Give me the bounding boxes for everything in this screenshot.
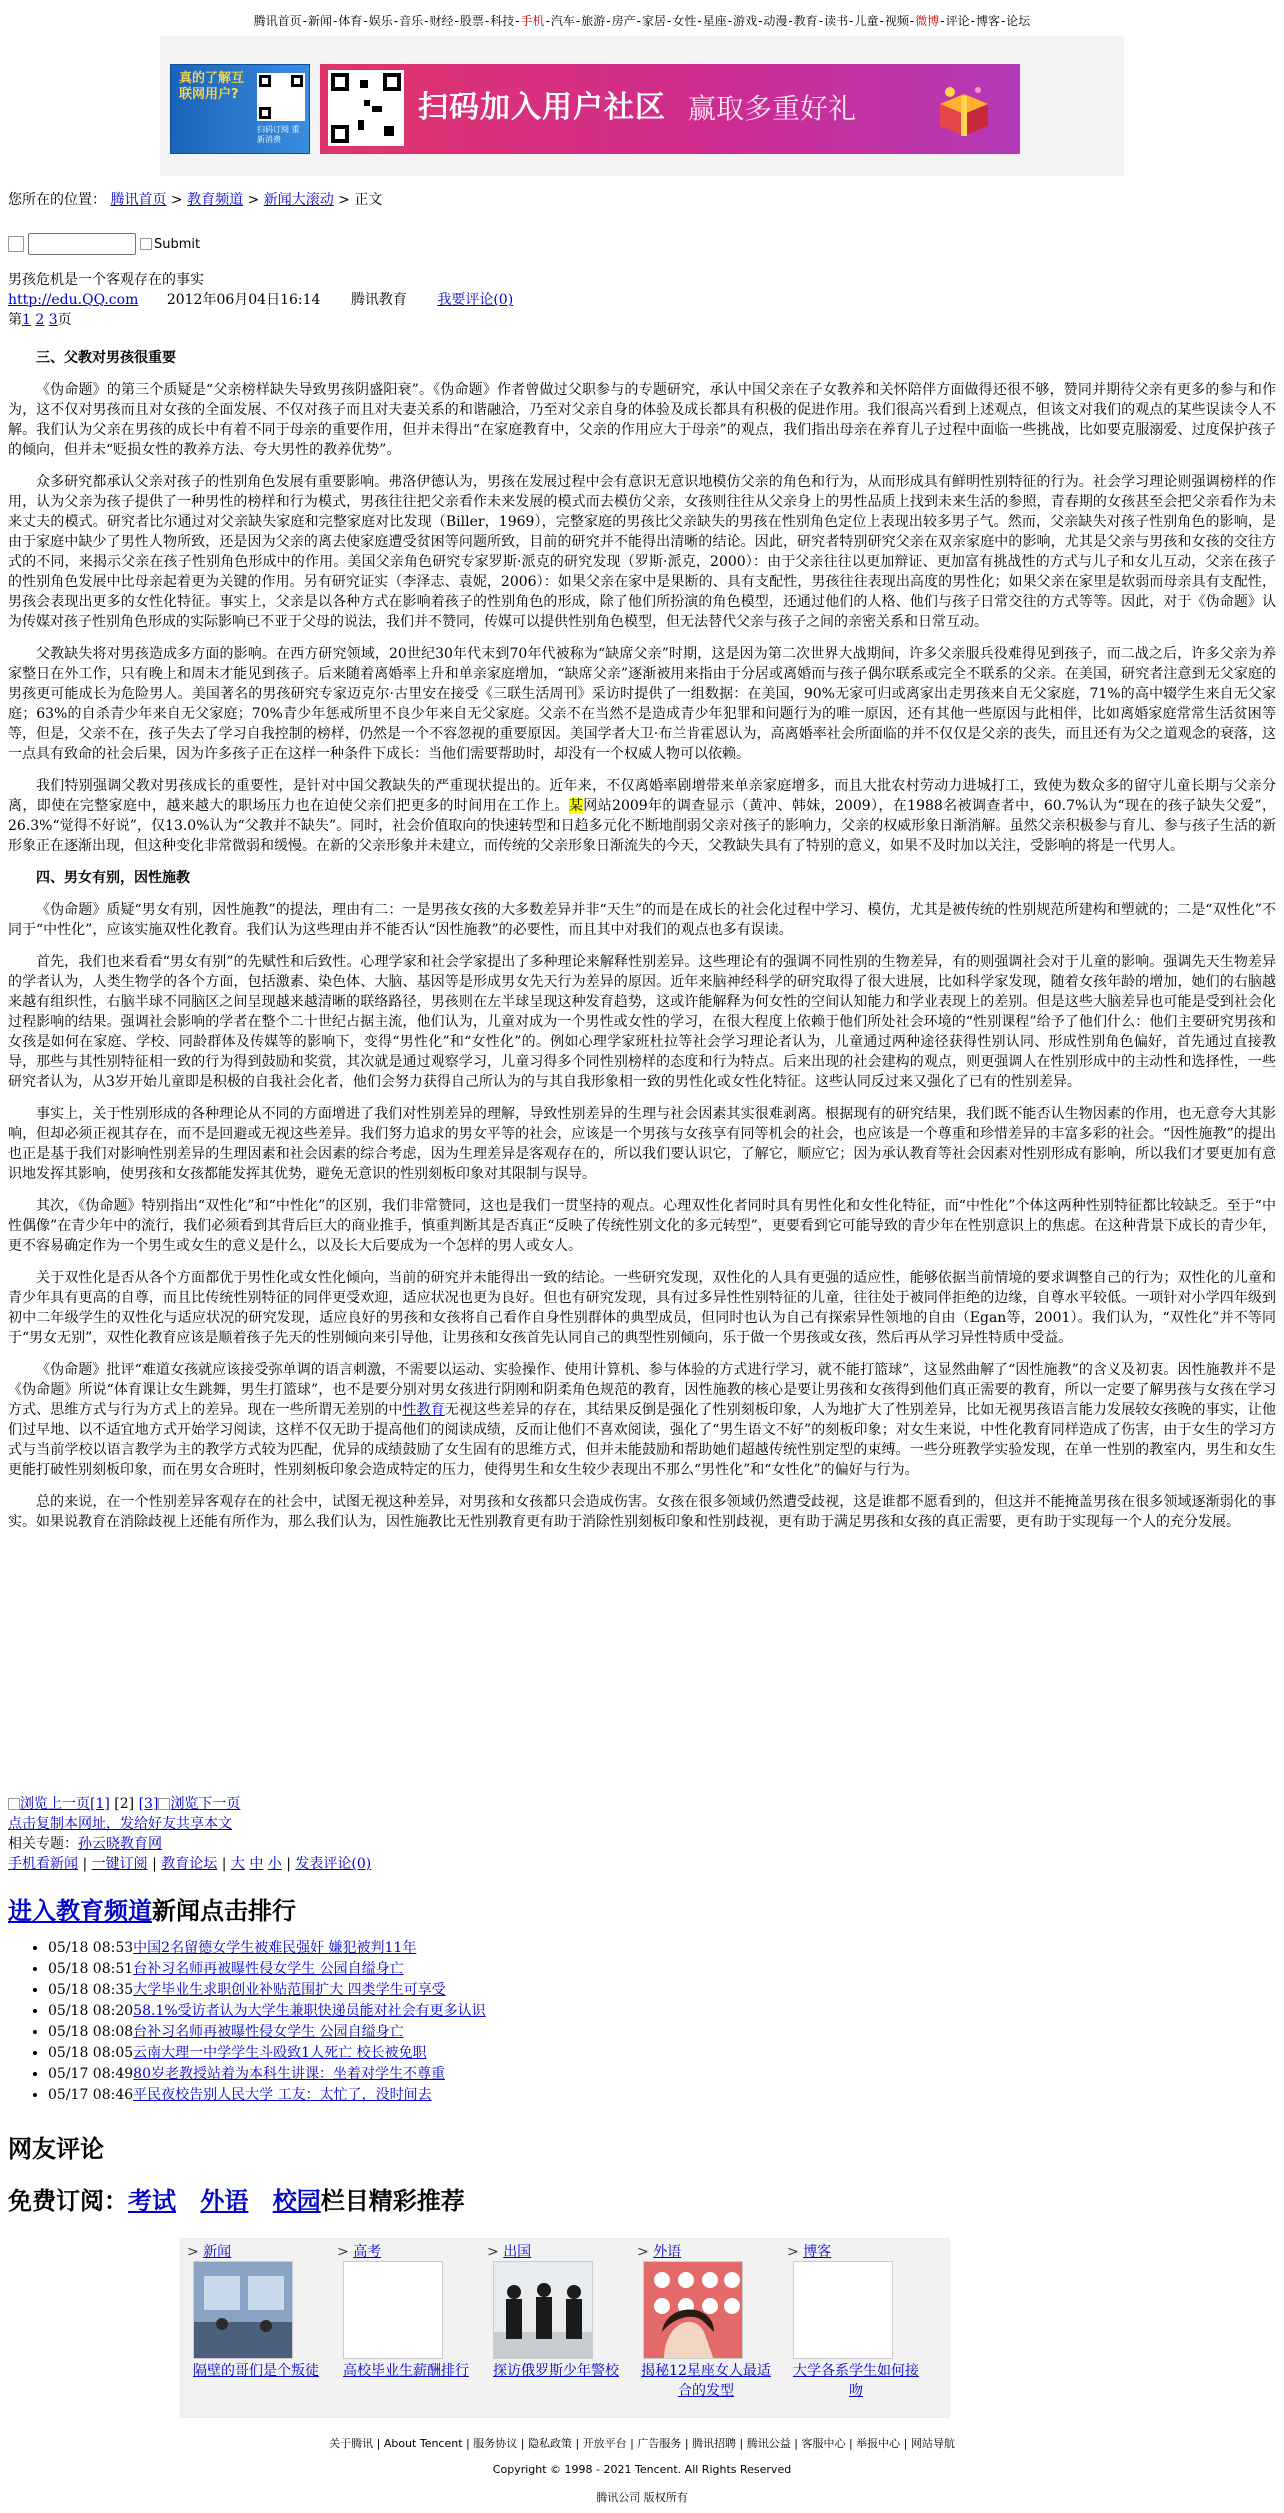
top-nav-item[interactable]: 娱乐 <box>368 14 393 28</box>
subscribe-heading <box>8 2186 465 2216</box>
nav-separator: - <box>758 14 763 28</box>
paragraph-text: 网站2009年的调查显示（黄冲、韩妹，2009），在1988名被调查者中，60.7%认为“现在的孩子缺失父爱”，26.3%“觉得不好说”，仅13.0%认为“父教并不缺失”。同时，社会价值取向的快速转型和日趋多元化不断地削弱父亲对孩子的影响力，父亲的权威形象日渐消解。虽然父亲积极参与育儿、参与孩子生活的新形象正在逐渐出现，但这种变化非常微弱和缓慢。在新的父亲形象并未建立，而传统的父亲形象日渐流失的今天，父教缺失具有了特别的意义，如果不及时加以关注，受影响的将是一代男人。 <box>8 798 1276 854</box>
page-link-2[interactable]: 2 <box>35 312 45 328</box>
paragraph-text: 《伪命题》批评“难道女孩就应该接受弥单调的语言刺激，不需要以运动、实验操作、使用计算机、参与体验的方式进行学习，就不能打篮球”，这显然曲解了“因性施教”的含义及初衷。因性施教并不是《伪命题》所说“体育课让女生跳舞，男生打篮球”，也不是要分别对男女孩进行阴刚和阴柔角色规范的教育，因性施教的核心是要让男孩和女孩得到他们真正需要的教育，所以一定要了解男孩与女孩在学习方式、思维方式与行为方式上的差异。现在一些所谓无差别的中 <box>8 1362 1276 1418</box>
hot-news-time: 05/18 08:51 <box>48 1961 134 1977</box>
small-ad-subline: 扫码订阅 重新消费 <box>257 125 300 144</box>
hot-news-item <box>48 1959 808 1980</box>
top-nav-item[interactable]: 股票 <box>459 14 484 28</box>
footer-link[interactable]: 客服中心 <box>801 2437 846 2450</box>
breadcrumb-edu-link[interactable]: 教育频道 <box>187 192 244 208</box>
source-url-link[interactable]: http://edu.QQ.com <box>8 292 139 308</box>
recommend-card: > 外语 揭秘12星座女人最适合的发型 <box>637 2244 771 2399</box>
recommend-thumbnail[interactable] <box>643 2261 743 2359</box>
small-ad-headline: 真的了解互联网用户? <box>179 71 245 102</box>
article-date: 2012年06月04日16:14 <box>166 292 321 308</box>
hot-news-section <box>8 1896 808 2106</box>
subscribe-language-link[interactable]: 外语 <box>200 2186 249 2215</box>
paragraph: 父教缺失将对男孩造成多方面的影响。在西方研究领域，20世纪30年代末到70年代被称为“缺席父亲”时期，这是因为第二次世界大战期间，许多父亲服兵役难得见到孩子，而二战之后，许多父亲为养家整日在外工作，只有晚上和周末才能见到孩子。后来随着离婚率上升和单亲家庭增加，“缺席父亲”逐渐被用来指由于分居或离婚而与孩子偶尔联系或完全不联系的父亲。在美国，研究者注意到无父家庭的男孩更可能成长为危险男人。美国著名的男孩研究专家迈克尔·古里安在接受《三联生活周刊》采访时提供了一组数据：在美国，90%无家可归或离家出走男孩来自无父家庭，71%的高中辍学生来自无父家庭；63%的自杀青少年来自无父家庭；70%青少年惩戒所里不良少年来自无父家庭。父亲不在当然不是造成青少年犯罪和问题行为的唯一原因，还有其他一些原因与此相伴，比如离婚家庭常常生活贫困等等，但是，父亲不在，孩子失去了学习自我控制的榜样，仍然是一个不容忽视的重要原因。美国学者大卫·布兰肯霍恩认为，高离婚率社会所面临的并不仅仅是父亲的丧失，而且还有为父之道观念的衰落，这一点具有致命的社会后果，因为许多孩子正在这样一种条件下成长：当他们需要帮助时，却没有一个权威人物可以依赖。 <box>8 646 1276 762</box>
recommend-category-link[interactable]: 新闻 <box>203 2244 232 2260</box>
breadcrumb <box>8 190 382 210</box>
submit-image-icon <box>140 238 152 250</box>
nav-separator: - <box>970 14 975 28</box>
top-nav-item[interactable]: 动漫 <box>763 14 788 28</box>
broken-image-icon[interactable] <box>343 2261 443 2359</box>
recommend-thumbnail[interactable] <box>493 2261 593 2359</box>
hot-news-link[interactable]: 平民夜校告别人民大学 工友：太忙了，没时间去 <box>133 2087 432 2103</box>
mobile-news-link[interactable]: 手机看新闻 <box>8 1856 78 1872</box>
footer-links <box>0 2436 1284 2452</box>
breadcrumb-separator: > <box>243 192 264 208</box>
subscribe-link[interactable]: 一键订阅 <box>91 1856 148 1872</box>
hot-news-item <box>48 2064 808 2085</box>
related-topic-link[interactable]: 孙云晓教育网 <box>78 1836 162 1852</box>
article-title: 男孩危机是一个客观存在的事实 <box>8 272 204 288</box>
footer-link[interactable]: 腾讯招聘 <box>692 2437 737 2450</box>
top-nav <box>0 0 1284 34</box>
section-heading: 四、男女有别，因性施教 <box>36 870 190 886</box>
recommend-caption-link[interactable]: 隔壁的哥们是个叛徒 <box>193 2363 319 2379</box>
broken-image-icon[interactable] <box>793 2261 893 2359</box>
recommend-caption-link[interactable]: 揭秘12星座女人最适合的发型 <box>641 2363 771 2399</box>
search-logo-icon <box>8 236 24 252</box>
prev-page-label: 浏览上一页 <box>20 1796 90 1812</box>
top-nav-item[interactable]: 游戏 <box>733 14 758 28</box>
nav-separator: - <box>697 14 702 28</box>
footer-separator: | <box>736 2437 747 2450</box>
nav-separator: - <box>849 14 854 28</box>
hot-news-title-rest: 新闻点击排行 <box>152 1896 296 1925</box>
subscribe-suffix: 栏目精彩推荐 <box>320 2186 465 2215</box>
top-nav-item[interactable]: 评论 <box>945 14 970 28</box>
footer-link[interactable]: 网站导航 <box>910 2437 955 2450</box>
hot-news-time: 05/17 08:49 <box>48 2066 134 2082</box>
top-nav-item[interactable]: 儿童 <box>854 14 879 28</box>
article-meta <box>8 270 608 330</box>
footer-separator: | <box>517 2437 528 2450</box>
hot-news-time: 05/18 08:35 <box>48 1982 134 1998</box>
ad-sub-text: 赢取多重好礼 <box>688 92 857 125</box>
subscribe-campus-link[interactable]: 校园 <box>272 2186 321 2215</box>
paragraph-text: 无视这些差异的存在，其结果反倒是强化了性别刻板印象，人为地扩大了性别差异，比如无视男孩语言能力发展较女孩晚的事实，让他们过早地、以不适宜地方式开始学习阅读，这样不仅无助于提高他们的阅读成绩，反而让他们不喜欢阅读，强化了“男生语文不好”的刻板印象；对女生来说，中性化教育同样造成了伤害，由于女生的学习方式与当前学校以语言教学为主的教学方式较为匹配，优异的成绩鼓励了女生固有的思维方式，但并未能鼓励和帮助她们超越传统性别定型的束缚。一些分班教学实验发现，在单一性别的教室内，男生和女生更能打破性别刻板印象，而在男女合班时，性别刻板印象会造成特定的压力，使得男生和女生较少表现出不那么“男性化”和“女性化”的偏好与行为。 <box>8 1402 1277 1478</box>
copy-url-link[interactable]: 点击复制本网址，发给好友共享本文 <box>8 1816 232 1832</box>
top-nav-item[interactable]: 旅游 <box>581 14 606 28</box>
nav-separator: - <box>333 14 338 28</box>
search-submit-label: Submit <box>154 236 201 252</box>
breadcrumb-home-link[interactable]: 腾讯首页 <box>110 192 167 208</box>
footer-separator: | <box>845 2437 857 2450</box>
next-page-label: 浏览下一页 <box>170 1796 241 1812</box>
article-body <box>8 348 1276 1544</box>
cadets-photo-icon <box>494 2262 593 2359</box>
top-nav-item[interactable]: 汽车 <box>550 14 575 28</box>
hot-news-link[interactable]: 台补习名师再被曝性侵女学生 公园自缢身亡 <box>133 1961 404 1977</box>
sex-education-link[interactable]: 性教育 <box>402 1402 445 1418</box>
pages-suffix: 页 <box>57 312 72 328</box>
next-arrow-icon <box>158 1798 170 1810</box>
top-nav-item[interactable]: 星座 <box>702 14 727 28</box>
top-nav-item[interactable]: 房产 <box>611 14 636 28</box>
hot-news-time: 05/18 08:20 <box>48 2003 134 2019</box>
edu-channel-link[interactable]: 进入教育频道 <box>8 1896 152 1925</box>
nav-separator: - <box>818 14 824 28</box>
nav-separator: - <box>575 14 581 28</box>
hot-news-item <box>48 2043 808 2064</box>
nav-separator: - <box>454 14 459 28</box>
hot-news-link[interactable]: 云南大理一中学学生斗殴致1人死亡 校长被免职 <box>133 2045 427 2061</box>
subscribe-prefix: 免费订阅： <box>8 2186 128 2215</box>
hot-news-time: 05/18 08:08 <box>48 2024 134 2040</box>
recommend-caption-link[interactable]: 高校毕业生薪酬排行 <box>343 2363 469 2379</box>
paragraph: 事实上，关于性别形成的各种理论从不同的方面增进了我们对性别差异的理解，导致性别差异的生理与社会因素其实很难剥离。根据现有的研究结果，我们既不能否认生物因素的作用，也无意夸大其影响，但却必须正视其存在，而不是回避或无视这些差异。我们努力追求的男女平等的社会，应该是一个男孩与女孩享有同等机会的社会，也应该是一个尊重和珍惜差异的丰富多彩的社会。“因性施教”的提出也正是基于我们对影响性别差异的生理因素和社会因素的综合考虑，因为生理差异是客观存在的，所以我们要认识它，了解它，顺应它；因为承认教育等社会因素对性别形成有影响，所以我们才要更加有意识地发挥其影响，使男孩和女孩都能发挥其优势，避免无意识的性别刻板印象对其限制与误导。 <box>8 1106 1276 1182</box>
font-medium-link[interactable]: 中 <box>249 1856 264 1872</box>
recommend-category-link[interactable]: 出国 <box>503 2244 532 2260</box>
section-heading: 三、父教对男孩很重要 <box>36 350 176 366</box>
recommend-card: > 新闻 隔壁的哥们是个叛徒 <box>187 2244 319 2379</box>
paragraph: 《伪命题》的第三个质疑是“父亲榜样缺失导致男孩阴盛阳衰”。《伪命题》作者曾做过父职参与的专题研究，承认中国父亲在子女教养和关怀陪伴方面做得还很不够，赞同并期待父亲有更多的参与和作为，这不仅对男孩而且对女孩的全面发展、不仅对孩子而且对夫妻关系的和谐融洽，乃至对父亲自身的体验及成长都具有积极的促进作用。我们很高兴看到上述观点，但该文对我们的观点的某些误读令人不解。我们认为父亲在男孩的成长中有着不同于母亲的重要作用，但并未得出“在家庭教育中，父亲的作用应大于母亲”的观点，我们指出母亲在养育儿子过程中面临一些挑战，比如要克服溺爱、过度保护孩子的倾向，但并未“贬损女性的教养方法、夸大男性的教养优势”。 <box>8 382 1276 458</box>
top-nav-item[interactable]: 科技 <box>490 14 515 28</box>
footer-link[interactable]: 隐私政策 <box>527 2437 572 2450</box>
hot-news-list <box>8 1938 808 2106</box>
paragraph: 其次，《伪命题》特别指出“双性化”和“中性化”的区别，我们非常赞同，这也是我们一贯坚持的观点。心理双性化者同时具有男性化和女性化特征，而“中性化”个体这两种性别特征都比较缺乏。至于“中性偶像”在青少年中的流行，我们必须看到其背后巨大的商业推手，慎重判断其是否真正“反映了传统性别文化的多元转型”，更要看到它可能导致的青少年在性别意识上的焦虑。在这种背景下成长的青少年，更不容易确定作为一个男生或女生的意义是什么，以及长大后要成为一个怎样的男人或女人。 <box>8 1198 1276 1254</box>
footer-link[interactable]: 腾讯公益 <box>746 2437 791 2450</box>
nav-separator: - <box>1000 14 1006 28</box>
highlighted-text: 某 <box>568 798 584 814</box>
footer-copyright: Copyright © 1998 - 2021 Tencent. All Rights Reserved <box>492 2463 792 2476</box>
qr-code-icon <box>328 70 404 146</box>
prev-page-link[interactable] <box>8 1796 90 1812</box>
search-row <box>8 232 200 256</box>
top-nav-item[interactable]: 财经 <box>429 14 454 28</box>
hot-news-time: 05/18 08:53 <box>48 1940 134 1956</box>
bottom-page-3[interactable]: [3] <box>138 1796 159 1812</box>
recommend-category-link[interactable]: 博客 <box>803 2244 832 2260</box>
prev-arrow-icon <box>8 1798 20 1810</box>
paragraph: 总的来说，在一个性别差异客观存在的社会中，试图无视这种差异，对男孩和女孩都只会造成伤害。女孩在很多领域仍然遭受歧视，这是谁都不愿看到的，但这并不能掩盖男孩在很多领域逐渐弱化的事实。如果说教育在消除歧视上还能有所作为，那么我们认为，因性施教比无性别教育更有助于消除性别刻板印象和性别歧视，更有助于满足男孩和女孩的真正需要，更有助于实现每一个人的充分发展。 <box>8 1494 1276 1530</box>
top-nav-item[interactable]: 新闻 <box>308 14 333 28</box>
breadcrumb-current: 正文 <box>354 192 383 208</box>
nav-separator: - <box>788 14 793 28</box>
hot-news-link[interactable]: 58.1%受访者认为大学生兼职快递员能对社会有更多认识 <box>133 2003 486 2019</box>
paragraph: 《伪命题》质疑“男女有别，因性施教”的提法，理由有二：一是男孩女孩的大多数差异并非“天生”的而是在成长的社会化过程中学习、模仿，尤其是被传统的性别规范所建构和塑就的；二是“双性化”不同于“中性化”，应该实施双性化教育。我们认为这些理由并不能否认“因性施教”的必要性，而且其中对我们的观点也多有误读。 <box>8 902 1276 938</box>
top-nav-item[interactable]: 腾讯首页 <box>253 14 302 28</box>
hot-news-link[interactable]: 80岁老教授站着为本科生讲课：坐着对学生不尊重 <box>133 2066 445 2082</box>
footer-separator: | <box>681 2437 693 2450</box>
ad-main-text: 扫码加入用户社区 <box>418 90 666 125</box>
nav-separator: - <box>484 14 490 28</box>
community-ad-banner[interactable] <box>320 64 1020 154</box>
top-nav-item[interactable]: 读书 <box>824 14 849 28</box>
hot-news-link[interactable]: 台补习名师再被曝性侵女学生 公园自缢身亡 <box>133 2024 404 2040</box>
breadcrumb-separator: > <box>166 192 188 208</box>
hot-news-title <box>8 1896 808 1926</box>
page-link-1[interactable]: 1 <box>22 312 31 328</box>
hot-news-item <box>48 2085 808 2106</box>
nav-separator: - <box>909 14 915 28</box>
footer-link[interactable]: 服务协议 <box>473 2437 518 2450</box>
recommend-caption-link[interactable]: 探访俄罗斯少年警校 <box>493 2363 619 2379</box>
paragraph <box>8 1360 1276 1480</box>
hot-news-item <box>48 1980 808 2001</box>
hot-news-time: 05/18 08:05 <box>48 2045 134 2061</box>
hot-news-item <box>48 2022 808 2043</box>
hot-news-link[interactable]: 中国2名留德女学生被难民强奸 嫌犯被判11年 <box>133 1940 417 1956</box>
top-nav-item[interactable]: 微博 <box>915 14 940 28</box>
recommend-card: > 出国 探访俄罗斯少年警校 <box>487 2244 619 2379</box>
page-link-3[interactable]: 3 <box>48 312 58 328</box>
nav-separator: - <box>667 14 672 28</box>
hot-news-item <box>48 2001 808 2022</box>
paragraph: 关于双性化是否从各个方面都优于男性化或女性化倾向，当前的研究并未能得出一致的结论。一些研究发现，双性化的人具有更强的适应性，能够依据当前情境的要求调整自己的行为；双性化的儿童和青少年具有更高的自尊，而且比传统性别特征的同伴更受欢迎，适应状况也更为良好。但也有研究发现，具有过多异性性别特征的儿童，往往处于被同伴拒绝的边缘，自尊水平较低。一项针对小学四年级到初中二年级学生的双性化与适应状况的研究发现，适应良好的男孩和女孩将自己看作自身性别群体的典型成员，但同时也认为自己有探索异性领地的自由（Egan等，2001）。我们认为，“双性化”并不等同于“男女无别”，双性化教育应该是顺着孩子先天的性别倾向来引导他，让男孩和女孩首先认同自己的典型性别倾向，乐于做一个男孩或女孩，然后再从学习异性特质中受益。 <box>8 1270 1276 1346</box>
nav-separator: - <box>515 14 520 28</box>
hairstyle-photo-icon <box>644 2262 743 2359</box>
footer-separator: | <box>626 2437 638 2450</box>
banner-ad-area <box>160 36 1124 176</box>
subscribe-exam-link[interactable]: 考试 <box>128 2186 176 2215</box>
hot-news-time: 05/17 08:46 <box>48 2087 134 2103</box>
top-nav-item[interactable]: 手机 <box>520 14 545 28</box>
footer-separator: | <box>373 2437 384 2450</box>
recommend-strip <box>180 2238 950 2418</box>
comment-link[interactable]: 我要评论(0) <box>437 292 514 308</box>
classroom-photo-icon <box>194 2262 293 2359</box>
qr-code-icon <box>257 73 305 121</box>
nav-separator: - <box>363 14 368 28</box>
nav-separator: - <box>879 14 884 28</box>
breadcrumb-prefix: 您所在的位置： <box>8 192 106 208</box>
font-small-link[interactable]: 小 <box>267 1856 282 1872</box>
bottom-page-1[interactable]: [1] <box>90 1796 110 1812</box>
pages-prefix: 第 <box>8 312 22 328</box>
nav-separator: - <box>636 14 641 28</box>
comments-heading: 网友评论 <box>8 2134 104 2163</box>
nav-separator: - <box>545 14 550 28</box>
gift-box-icon <box>932 82 992 138</box>
recommend-card: > 高考 高校毕业生薪酬排行 <box>337 2244 469 2379</box>
top-nav-item[interactable]: 论坛 <box>1006 14 1031 28</box>
recommend-card: > 博客 大学各系学生如何接吻 <box>787 2244 919 2399</box>
footer-link[interactable]: 举报中心 <box>856 2437 901 2450</box>
nav-separator: - <box>727 14 733 28</box>
font-large-link[interactable]: 大 <box>230 1856 245 1872</box>
breadcrumb-news-link[interactable]: 新闻大滚动 <box>263 192 334 208</box>
search-input[interactable] <box>28 233 136 255</box>
small-ad-banner[interactable] <box>170 64 310 154</box>
breadcrumb-separator: > <box>333 192 355 208</box>
recommend-category-link[interactable]: 高考 <box>353 2244 382 2260</box>
paragraph: 众多研究都承认父亲对孩子的性别角色发展有重要影响。弗洛伊德认为，男孩在发展过程中会有意识无意识地模仿父亲的角色和行为，从而形成具有鲜明性别特征的行为。社会学习理论则强调榜样的作用，认为父亲为孩子提供了一种男性的榜样和行为模式，男孩往往把父亲看作未来发展的模式而去模仿父亲，女孩则往往从父亲身上的男性品质上找到未来生活的参照，青春期的女孩甚至会把父亲看作为未来丈夫的模式。研究者比尔通过对父亲缺失家庭和完整家庭对比发现（Biller，1969），完整家庭的男孩比父亲缺失的男孩在性别角色定位上表现出较多男子气。然而，父亲缺失对孩子性别角色的影响，是由于家庭中缺少了男性人物所致，还是因为父亲的离去使家庭遭受贫困等问题所致，目前的研究并不能得出清晰的结论。因此，研究者特别研究父亲在双亲家庭中的影响，尤其是父亲与男孩和女孩的交往方式的不同，来揭示父亲在孩子性别角色形成中的作用。美国父亲角色研究专家罗斯·派克的研究发现（罗斯·派克，2000）：由于父亲往往以更加辩证、更加富有挑战性的方式与儿子和女儿互动，父亲在孩子的性别角色发展中比母亲起着更为关键的作用。另有研究证实（李泽志、袁妮，2006）：如果父亲在家中是果断的、具有支配性，男孩往往表现出高度的男性化；如果父亲在家里是软弱而母亲具有支配性，男孩会表现出更多的女性化特征。事实上，父亲是以各种方式在影响着孩子的性别角色的形成，除了他们所扮演的角色模型，还通过他们的人格、他们与孩子日常交往的方式等等。因此，对于《伪命题》认为传媒对孩子性别角色形成的实际影响已不亚于父母的说法，我们并不赞同，传媒可以提供性别角色模型，但无法替代父亲与孩子之间的亲密关系和日常互动。 <box>8 474 1276 630</box>
hot-news-link[interactable]: 大学毕业生求职创业补贴范围扩大 四类学生可享受 <box>133 1982 446 1998</box>
footer-link[interactable]: 关于腾讯 <box>329 2437 374 2450</box>
footer-separator: | <box>571 2437 583 2450</box>
related-label: 相关专题： <box>8 1836 78 1852</box>
paragraph: 首先，我们也来看看“男女有别”的先赋性和后致性。心理学家和社会学家提出了多种理论来解释性别差异。这些理论有的强调不同性别的生物差异，有的则强调社会对于儿童的影响。强调先天生物差异的学者认为，人类生物学的各个方面，包括激素、染色体、大脑、基因等是形成男女先天行为差异的原因。近年来脑神经科学的研究取得了很大进展，比如科学家发现，随着女孩年龄的增加，她们的右脑越来越有组织性，右脑半球不同脑区之间呈现越来越清晰的联络路径，男孩则在左半球呈现这种发育趋势，这或许能解释为何女性的空间认知能力和学业表现上的差别。但是这些大脑差异也可能是受到社会化过程影响的结果。强调社会影响的学者在整个二十世纪占据主流，他们认为，儿童对成为一个男性或女性的学习，在很大程度上依赖于他们所处社会环境的“性别课程”给予了他们什么：他们主要研究男孩和女孩是如何在家庭、学校、同龄群体及传媒等的影响下，变得“男性化”和“女性化”的。例如心理学家班杜拉等社会学习理论者认为，儿童通过两种途径获得性别认同、形成性别角色偏好，首先通过直接教导，那些与其性别特征相一致的行为得到鼓励和奖赏，其次就是通过观察学习，儿童习得多个同性别榜样的态度和行为特点。后来出现的社会建构的观点，则更强调人在性别形成中的主动性和选择性，一些研究者认为，从3岁开始儿童即是积极的自我社会化者，他们会努力获得自己所认为的与其自我形象相一致的男性化或女性化特征。这些认同反过来又强化了已有的性别差异。 <box>8 954 1276 1090</box>
article-source: 腾讯教育 <box>350 292 407 308</box>
footer-link[interactable]: 开放平台 <box>582 2437 627 2450</box>
top-nav-item[interactable]: 女性 <box>672 14 697 28</box>
bottom-page-2: [2] <box>114 1796 135 1812</box>
post-comment-link[interactable]: 发表评论(0) <box>295 1856 372 1872</box>
bottom-pager: 浏览上一页[1] [2] [3] 浏览下一页 点击复制本网址，发给好友共享本文 相关专题：孙云晓教育网 手机看新闻 | 一键订阅 | 教育论坛 | 大 中 小 | 发表评论(0) <box>8 1796 372 1872</box>
recommend-thumbnail[interactable] <box>193 2261 293 2359</box>
top-nav-item[interactable]: 音乐 <box>399 14 424 28</box>
recommend-category-link[interactable]: 外语 <box>653 2244 682 2260</box>
footer-rights: 腾讯公司 版权所有 <box>596 2491 688 2504</box>
footer-link[interactable]: 广告服务 <box>637 2437 682 2450</box>
nav-separator: - <box>940 14 945 28</box>
footer-separator: | <box>462 2437 474 2450</box>
footer-separator: | <box>900 2437 911 2450</box>
next-page-link[interactable] <box>158 1796 240 1812</box>
top-nav-item[interactable]: 体育 <box>338 14 363 28</box>
nav-separator: - <box>606 14 611 28</box>
footer-link[interactable]: About Tencent <box>383 2437 463 2450</box>
top-nav-item[interactable]: 视频 <box>884 14 909 28</box>
recommend-caption-link[interactable]: 大学各系学生如何接吻 <box>793 2363 919 2399</box>
nav-separator: - <box>424 14 429 28</box>
search-submit-button[interactable] <box>140 237 200 252</box>
edu-forum-link[interactable]: 教育论坛 <box>161 1856 218 1872</box>
nav-separator: - <box>302 14 308 28</box>
paragraph-text: 我们特别强调父教对男孩成长的重要性，是针对中国父教缺失的严重现状提出的。近年来，不仅离婚率剧增带来单亲家庭增多，而且大批农村劳动力进城打工，致使为数众多的留守儿童长期与父亲分离，即使在完整家庭中，越来越大的职场压力也在迫使父亲们把更多的时间用在工作上。 <box>8 778 1276 814</box>
footer-separator: | <box>790 2437 802 2450</box>
paragraph <box>8 776 1276 856</box>
nav-separator: - <box>393 14 399 28</box>
top-nav-item[interactable]: 家居 <box>641 14 666 28</box>
top-nav-item[interactable]: 博客 <box>975 14 1000 28</box>
top-nav-item[interactable]: 教育 <box>793 14 818 28</box>
hot-news-item <box>48 1938 808 1959</box>
